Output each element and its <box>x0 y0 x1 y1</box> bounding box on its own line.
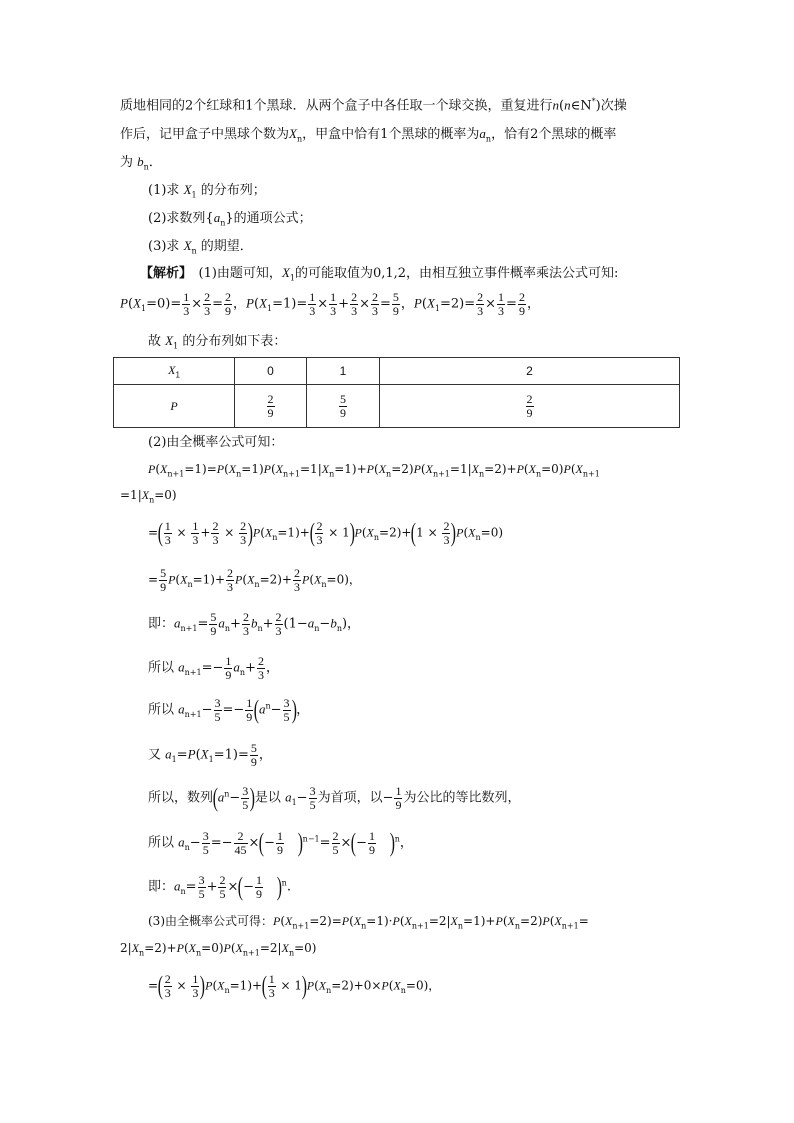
part2-line-1: $P(X_{n+1}=1)=P(X_n=1)P(X_{n+1}=1|X_n=1)+P(X_n=2)P(X_{n+1}=1|X_n=2)+P(X_n=0)P(X_{n+1}$ <box>148 462 600 479</box>
table-cell: $\frac{2}{9}$ <box>380 385 680 428</box>
distribution-table <box>113 357 680 428</box>
probabilities-line: $P(X_1=0)=$ $\frac{1}{3}$ × $\frac{2}{3}$ = $\frac{2}{9}$ ，$P(X_1=1)=$ $\frac{1}{3}$ × $\frac{1}{3}$ + $\frac{2}{3}$ × $\frac{2}{3}$ = $\frac{5}{9}$ ，$P(X_1=2)=$ $\frac{2}{3}$ × $\frac{1}{3}$ = $\frac{2}{9}$ ， <box>120 290 540 318</box>
part2-line-1b: $=1|X_n=0$) <box>120 488 177 505</box>
problem-line-1: 质地相同的2个红球和1个黑球．从两个盒子中各任取一个球交换，重复进行n(n∈N*)次操 <box>120 97 627 114</box>
table-row <box>114 385 680 428</box>
part3-line-1b: $2|X_n=2)+P(X_n=0)P(X_{n+1}=2|X_n=0)$ <box>120 941 317 958</box>
part2-line-6: 所以 $a_{n+1}-$ $\frac{3}{5}$ =− $\frac{1}{9}$ ($a^n-$ $\frac{3}{5}$ )， <box>148 695 310 725</box>
part2-intro: (2)由全概率公式可知： <box>148 435 284 450</box>
question-1: (1)求 $X_1$ 的分布列； <box>148 182 266 200</box>
table-header-cell: 1 <box>307 358 380 385</box>
table-header-cell: 0 <box>235 358 307 385</box>
part3-line-1: (3)由全概率公式可得：$P(X_{n+1}=2)=P(X_n=1)\cdot P(X_{n+1}=2|X_n=1)+P(X_n=2)P(X_{n+1}=$ <box>148 914 589 931</box>
table-cell: $\frac{5}{9}$ <box>307 385 380 428</box>
problem-line-3: 为 $b_n$． <box>120 154 162 172</box>
part2-line-7: 又 $a_1=P(X_1=1)=$ $\frac{5}{9}$ ， <box>148 741 272 769</box>
part2-line-8: 所以，数列($a^n-$ $\frac{3}{5}$ )是以 $a_1-$ $\frac{3}{5}$ 为首项，以− $\frac{1}{9}$ 为公比的等比数列， <box>148 783 521 813</box>
table-cell: $\frac{2}{9}$ <box>235 385 307 428</box>
part2-line-3: = $\frac{5}{9}$ $P(X_n=1)+$ $\frac{2}{3}$ $P(X_n=2)+$ $\frac{2}{3}$ $P(X_n=0)$， <box>148 566 361 594</box>
part2-line-10: 即：$a_n=$ $\frac{3}{5}$ + $\frac{2}{5}$ ×(− $\frac{1}{9}$ )$^n$. <box>148 872 291 902</box>
table-header-row <box>114 358 680 385</box>
problem-line-2: 作后，记甲盒子中黑球个数为$X_n$，甲盒中恰有1个黑球的概率为$a_n$，恰有2个黑球的概率 <box>120 126 617 144</box>
question-3: (3)求 $X_n$ 的期望． <box>148 238 253 256</box>
question-2: (2)求数列$\{a_n\}$的通项公式； <box>148 210 312 228</box>
part2-line-5: 所以 $a_{n+1}=-$ $\frac{1}{9}$ $a_n+$ $\frac{2}{3}$ ， <box>148 654 279 682</box>
part2-line-4: 即：$a_{n+1}=$ $\frac{5}{9}$ $a_n+$ $\frac{2}{3}$ $b_n+$ $\frac{2}{3}$ $(1-a_n-b_n)$， <box>148 610 361 638</box>
n-expression: n <box>552 97 560 113</box>
part2-line-2: =( $\frac{1}{3}$ × $\frac{1}{3}$ + $\frac{2}{3}$ × $\frac{2}{3}$ )$P(X_n=1)+$( $\frac{2}{3}$ × $1)P(X_n=2)+(1$ × $\frac{2}{3}$ )$P(X_n=0)$ <box>148 518 504 548</box>
table-row-label: P <box>114 385 235 428</box>
part2-line-9: 所以 $a_n-$ $\frac{3}{5}$ =− $\frac{2}{45}$ ×(− $\frac{1}{9}$ )$^{n-1}$= $\frac{2}{5}$ ×(− $\frac{1}{9}$ )$^n$， <box>148 828 413 858</box>
solution-intro: 【解析】 (1)由题可知，$X_1$的可能取值为0,1,2，由相互独立事件概率乘法公式可知: <box>140 265 619 283</box>
table-header-cell: 2 <box>380 358 680 385</box>
part3-line-2: =( $\frac{2}{3}$ × $\frac{1}{3}$ )$P(X_n=1)+$( $\frac{1}{3}$ × $1)P(X_n=2)+0\times P(X_n=0)$， <box>148 971 441 1001</box>
table-intro: 故 $X_1$ 的分布列如下表： <box>148 333 287 351</box>
analysis-tag: 【解析】 <box>140 266 186 281</box>
table-header-cell: $X_1$ <box>114 358 235 385</box>
